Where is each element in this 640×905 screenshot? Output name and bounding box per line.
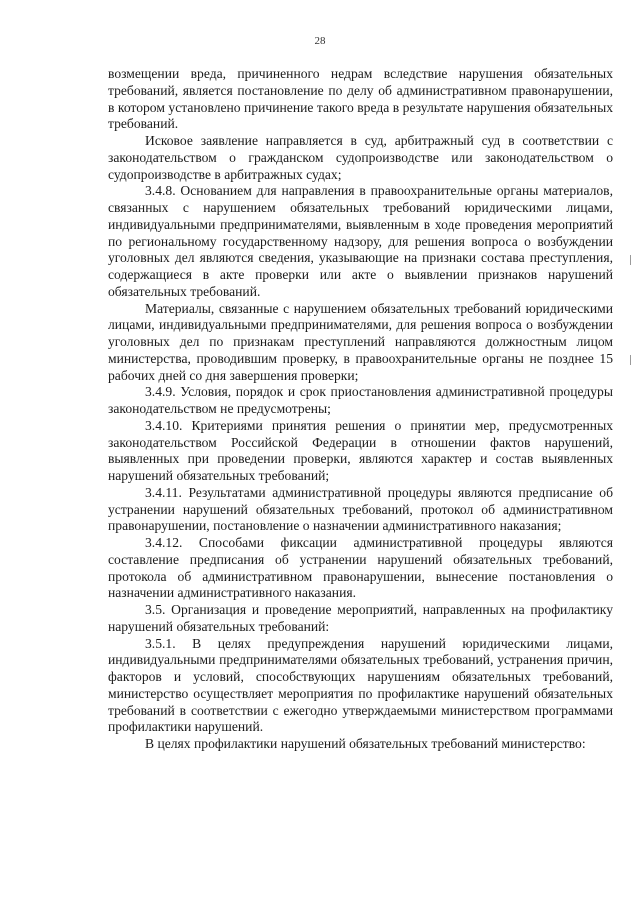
document-body	[108, 66, 613, 753]
paragraph: Материалы, связанные с нарушением обязательных требований юридическими лицами, индивидуальными предпринимателями, для решения вопроса о возбуждении уголовных дел по признакам преступлений направляются должностным лицом министерства, проводившим проверку, в правоохранительные органы не позднее 15 рабочих дней со дня завершения проверки;	[108, 300, 613, 383]
paragraph: 3.4.8. Основанием для направления в правоохранительные органы материалов, связанных с нарушением обязательных требований юридическими лицами, индивидуальными предпринимателями, выявленным в ходе проведения мероприятий по региональному государственному надзору, для решения вопроса о возбуждении уголовных дел являются сведения, указывающие на признаки состава преступления, содержащиеся в акте проверки или акте о выявлении признаков нарушений обязательных требований.	[108, 183, 613, 299]
paragraph: 3.4.10. Критериями принятия решения о принятии мер, предусмотренных законодательством Российской Федерации в отношении фактов нарушений, выявленных при проведении проверки, являются характер и состав выявленных нарушений обязательных требований;	[108, 417, 613, 483]
paragraph: 3.4.11. Результатами административной процедуры являются предписание об устранении нарушений обязательных требований, протокол об административном правонарушении, постановление о назначении административного наказания;	[108, 484, 613, 534]
paragraph: В целях профилактики нарушений обязательных требований министерство:	[145, 736, 586, 751]
scan-margin-mark	[630, 255, 631, 265]
paragraph: 3.4.12. Способами фиксации административной процедуры являются составление предписания об устранении нарушений обязательных требований, протокола об административном правонарушении, вынесение постановления о назначении административного наказания.	[108, 535, 613, 601]
paragraph: 3.4.9. Условия, порядок и срок приостановления административной процедуры законодательством не предусмотрены;	[108, 384, 613, 416]
paragraph: 3.5. Организация и проведение мероприятий, направленных на профилактику нарушений обязательных требований:	[108, 602, 613, 634]
paragraph: 3.5.1. В целях предупреждения нарушений юридическими лицами, индивидуальными предпринимателями обязательных требований, устранения причин, факторов и условий, способствующих нарушениям обязательных требований, министерство осуществляет мероприятия по профилактике нарушений обязательных требований в соответствии с ежегодно утверждаемыми министерством программами профилактики нарушений.	[108, 635, 613, 735]
paragraph: возмещении вреда, причиненного недрам вследствие нарушения обязательных требований, является постановление по делу об административном правонарушении, в котором установлено причинение такого вреда в результате нарушения обязательных требований.	[108, 66, 613, 132]
paragraph: Исковое заявление направляется в суд, арбитражный суд в соответствии с законодательством о гражданском судопроизводстве или законодательством о судопроизводстве в арбитражных судах;	[108, 133, 613, 182]
scan-margin-mark	[630, 355, 631, 365]
page-number: 28	[314, 35, 326, 47]
